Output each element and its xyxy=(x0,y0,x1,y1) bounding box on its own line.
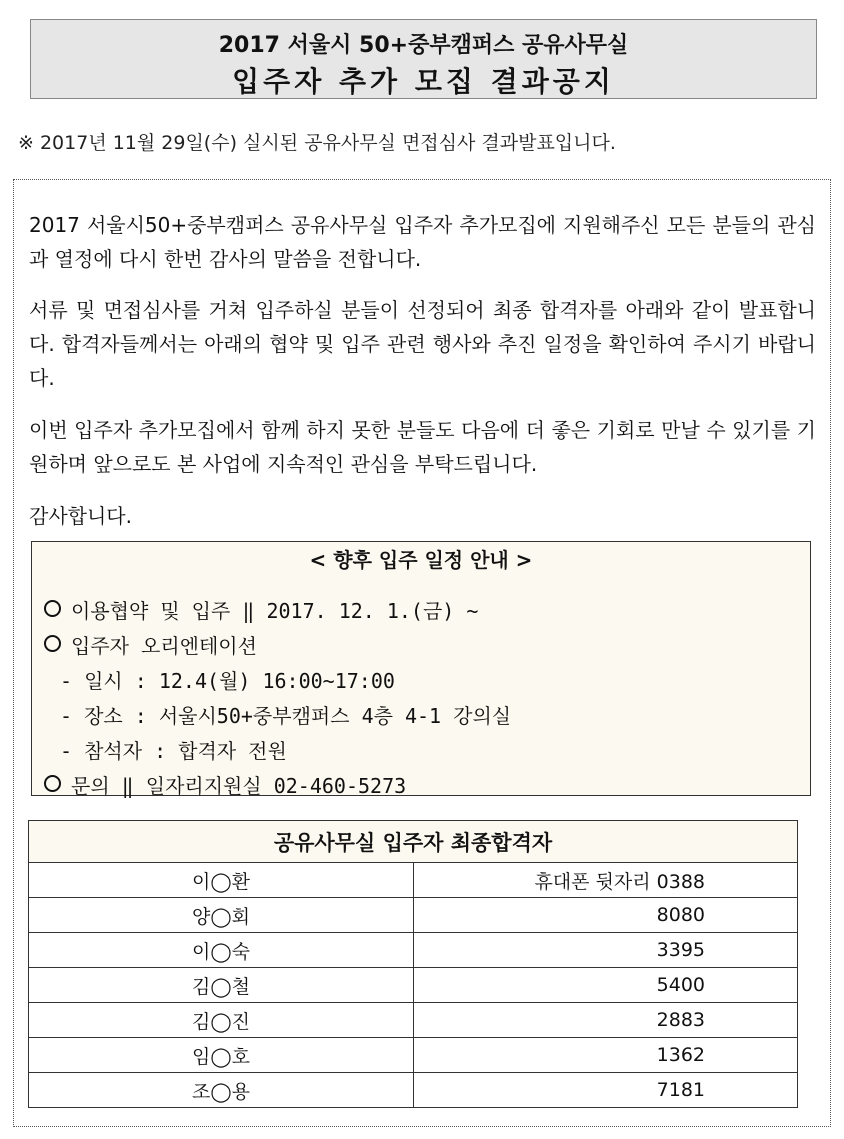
applicant-phone: 2883 xyxy=(414,1003,798,1038)
applicant-name: 김◯철 xyxy=(29,968,414,1003)
circle-bullet-icon xyxy=(44,775,61,792)
applicant-phone: 3395 xyxy=(414,933,798,968)
schedule-contract-text: 이용협약 및 입주 ‖ 2017. 12. 1.(금) ~ xyxy=(71,599,479,623)
circle-bullet-icon xyxy=(44,635,61,652)
applicant-name: 임◯호 xyxy=(29,1038,414,1073)
paragraph-encouragement: 이번 입주자 추가모집에서 함께 하지 못한 분들도 다음에 더 좋은 기회로 만날 수 있기를 기원하며 앞으로도 본 사업에 지속적인 관심을 부탁드립니다. xyxy=(29,418,816,476)
table-row xyxy=(29,1003,798,1038)
main-content-box xyxy=(13,179,831,1127)
table-row xyxy=(29,968,798,1003)
applicant-phone: 5400 xyxy=(414,968,798,1003)
applicant-name: 양◯회 xyxy=(29,898,414,933)
schedule-inquiry xyxy=(44,770,406,799)
title-line-1: 2017 서울시 50+중부캠퍼스 공유사무실 xyxy=(218,33,629,58)
applicant-name: 이◯숙 xyxy=(29,933,414,968)
schedule-orientation xyxy=(44,630,257,659)
applicant-name: 이◯환 xyxy=(29,863,414,898)
schedule-box xyxy=(31,541,811,796)
table-row xyxy=(29,1038,798,1073)
schedule-orientation-text: 입주자 오리엔테이션 xyxy=(71,634,257,658)
table-row xyxy=(29,898,798,933)
results-table xyxy=(28,820,798,1108)
applicant-phone: 7181 xyxy=(414,1073,798,1108)
applicant-name: 조◯용 xyxy=(29,1073,414,1108)
applicant-phone: 1362 xyxy=(414,1038,798,1073)
paragraph-announcement: 서류 및 면접심사를 거쳐 입주하실 분들이 선정되어 최종 합격자를 아래와 같이 발표합니다. 합격자들께서는 아래의 협약 및 입주 관련 행사와 추진 일정을 확인하여 주시기 바랍니다. xyxy=(29,298,816,390)
paragraph-closing: 감사합니다. xyxy=(29,504,132,528)
applicant-phone: 휴대폰 뒷자리 0388 xyxy=(414,863,798,898)
table-row xyxy=(29,933,798,968)
title-box xyxy=(30,19,817,99)
title-line-2: 입주자 추가 모집 결과공지 xyxy=(232,65,615,98)
notice-line: ※ 2017년 11월 29일(수) 실시된 공유사무실 면접심사 결과발표입니다. xyxy=(18,132,616,154)
schedule-title: < 향후 입주 일정 안내 > xyxy=(309,548,533,572)
schedule-datetime: - 일시 : 12.4(월) 16:00~17:00 xyxy=(60,669,395,693)
circle-bullet-icon xyxy=(44,600,61,617)
results-header-row xyxy=(29,821,798,863)
schedule-inquiry-text: 문의 ‖ 일자리지원실 02-460-5273 xyxy=(71,774,407,798)
results-title: 공유사무실 입주자 최종합격자 xyxy=(29,821,798,863)
paragraph-thanks: 2017 서울시50+중부캠퍼스 공유사무실 입주자 추가모집에 지원해주신 모든 분들의 관심과 열정에 다시 한번 감사의 말씀을 전합니다. xyxy=(29,213,816,271)
applicant-name: 김◯진 xyxy=(29,1003,414,1038)
schedule-contract xyxy=(44,595,478,624)
table-row xyxy=(29,1073,798,1108)
applicant-phone: 8080 xyxy=(414,898,798,933)
schedule-attendees: - 참석자 : 합격자 전원 xyxy=(60,739,287,763)
schedule-place: - 장소 : 서울시50+중부캠퍼스 4층 4-1 강의실 xyxy=(60,704,512,728)
table-row xyxy=(29,863,798,898)
